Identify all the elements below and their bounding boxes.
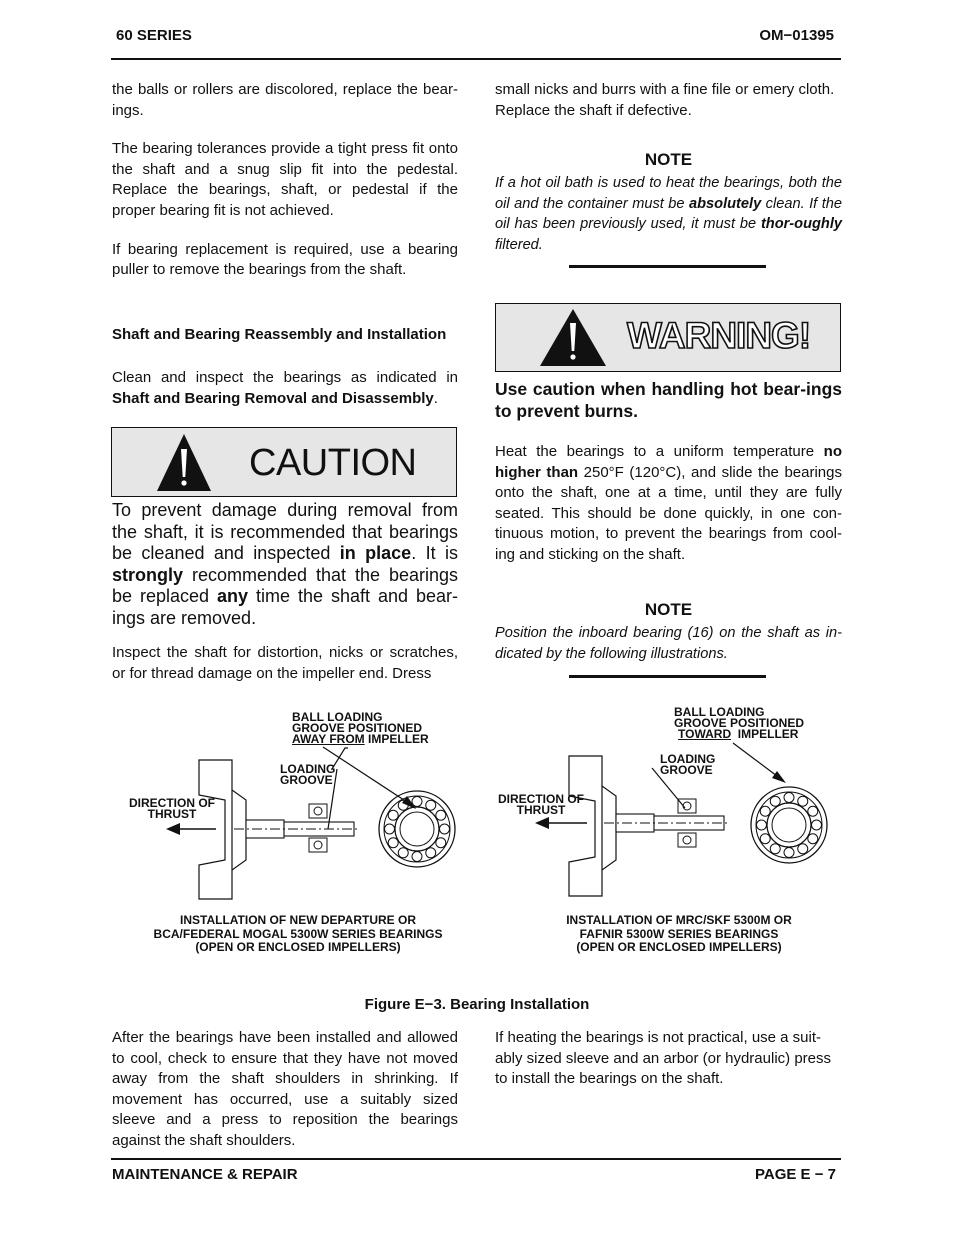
paragraph: Heat the bearings to a uniform temperature no higher than 250°F (120°C), and slide the bearings onto the shaft, one at a time, until they are fully seated. This should be done quickly, in one con-tinuous motion, to prevent the bearings from cool-ing and sticking on the shaft. — [495, 443, 842, 563]
ball-loading-label: BALL LOADING GROOVE POSITIONED TOWARD IMPELLER — [674, 705, 805, 741]
note-rule — [569, 265, 766, 268]
caution-label: CAUTION — [249, 442, 417, 484]
header-series: 60 SERIES — [116, 27, 192, 44]
paragraph: After the bearings have been installed and allowed to cool, check to ensure that they have not moved away from the shaft shoulders in shrinking. If movement has occurred, use a suitably sized sleeve and a press to reposition the bearings against the shaft shoulders. — [112, 1029, 458, 1149]
footer-section: MAINTENANCE & REPAIR — [112, 1166, 298, 1183]
loading-groove-label: LOADING GROOVE — [660, 752, 716, 777]
note-rule — [569, 675, 766, 678]
impeller-pedestal-right — [569, 756, 616, 896]
note-title: NOTE — [644, 600, 693, 619]
shaft-left — [234, 820, 360, 838]
caution-box — [111, 427, 457, 497]
note-body: Position the inboard bearing (16) on the shaft as in-dicated by the following illustrations. — [495, 625, 842, 662]
paragraph: small nicks and burrs with a fine file or emery cloth. Replace the shaft if defective. — [495, 81, 835, 119]
warning-triangle-icon — [154, 431, 214, 493]
warning-triangle-icon — [537, 306, 609, 368]
note-body: If a hot oil bath is used to heat the bearings, both the oil and the container must be absolutely clean. If the oil has been previously used, it must be thor-oughly filtered. — [495, 175, 842, 253]
arrowhead-icon — [772, 771, 786, 783]
note-title: NOTE — [644, 150, 693, 169]
header-doc-number: OM−01395 — [759, 27, 834, 44]
arrowhead-icon — [166, 823, 180, 835]
warning-box — [495, 303, 841, 372]
warning-label: WARNING! — [627, 315, 811, 356]
paragraph: The bearing tolerances provide a tight press fit onto the shaft and a snug slip fit into the pedestal. Replace the bearings, shaft, or pedestal if the proper bearing fit is not achieved. — [112, 140, 458, 219]
caution-message: To prevent damage during removal from the shaft, it is recommended that bearings be cleaned and inspected in place. It is strongly recommended that the bearings be replaced any time the shaft and bear-ings are removed. — [112, 500, 459, 628]
leader-line — [733, 743, 777, 776]
paragraph: If bearing replacement is required, use a bearing puller to remove the bearings from the shaft. — [112, 240, 458, 279]
paragraph: If heating the bearings is not practical, use a suit-ably sized sleeve and an arbor (or hydraulic) press to install the bearings on the shaft. — [495, 1029, 831, 1088]
left-column — [112, 80, 458, 281]
footer-page-number: PAGE E − 7 — [754, 1166, 836, 1183]
paragraph: Clean and inspect the bearings as indicated in Shaft and Bearing Removal and Disassembly. — [112, 369, 458, 407]
section-heading: Shaft and Bearing Reassembly and Installation — [112, 326, 447, 343]
ball-loading-label: BALL LOADING GROOVE POSITIONED AWAY FROM IMPELLER — [292, 710, 429, 746]
shaft-right — [604, 814, 730, 832]
thrust-direction-label: DIRECTION OF THRUST — [129, 796, 215, 821]
arrowhead-icon — [535, 817, 549, 829]
figure-caption: Figure E−3. Bearing Installation — [364, 996, 590, 1013]
figure-subcaption: INSTALLATION OF MRC/SKF 5300M OR FAFNIR 5300W SERIES BEARINGS (OPEN OR ENCLOSED IMPELLERS) — [566, 913, 792, 954]
thrust-direction-label: DIRECTION OF THRUST — [498, 792, 584, 817]
loading-groove-label: LOADING GROOVE — [280, 762, 336, 787]
header-rule — [111, 58, 841, 60]
paragraph: the balls or rollers are discolored, replace the bear-ings. — [112, 81, 458, 119]
footer-rule — [111, 1158, 841, 1160]
figure-subcaption: INSTALLATION OF NEW DEPARTURE OR BCA/FEDERAL MOGAL 5300W SERIES BEARINGS (OPEN OR ENCLOSED IMPELLERS) — [153, 913, 443, 954]
paragraph: Inspect the shaft for distortion, nicks or scratches, or for thread damage on the impeller end. Dress — [112, 644, 458, 682]
cross-reference: Shaft and Bearing Removal and Disassembly — [112, 389, 434, 407]
warning-message: Use caution when handling hot bear-ings to prevent burns. — [495, 379, 842, 421]
